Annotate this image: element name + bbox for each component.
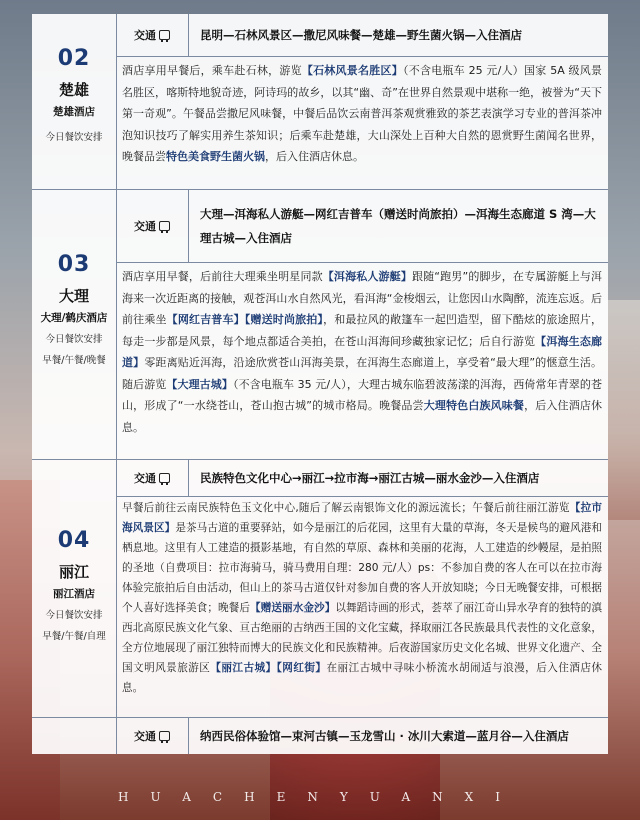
day-02-number: 02 (57, 46, 91, 71)
desc-highlight: 特色美食野生菌火锅 (166, 150, 265, 163)
day-03-city: 大理 (58, 287, 89, 305)
desc-highlight: 【洱海私人游艇】 (322, 270, 412, 283)
day-03-left-column (32, 190, 117, 460)
day-02-description (116, 60, 608, 168)
bus-icon (159, 473, 170, 483)
traffic-text: 交通 (134, 29, 156, 42)
day-04-route: 民族特色文化中心→丽江→拉市海→丽江古城—丽水金沙—入住酒店 (200, 471, 540, 485)
traffic-text: 交通 (134, 472, 156, 485)
day-03-traffic-label (116, 190, 189, 262)
day-03-meal: 早餐/午餐/晚餐 (42, 355, 106, 366)
day-04-meal-label: 今日餐饮安排 (45, 610, 103, 621)
day-02-traffic-row (116, 14, 608, 57)
desc-text: 在丽江古城中寻味小桥流水胡闹适与浪漫，后入住酒店休息。 (122, 662, 603, 694)
desc-text: 酒店享用早餐，后前往大理乘坐明星同款 (122, 270, 323, 283)
day-04-number: 04 (57, 528, 91, 553)
desc-text: 以舞蹈诗画的形式，荟萃了丽江奇山异水孕育的独特的滇西北高原民族文化气象、亘古绝丽的古纳西王国的文化宝藏，择取丽江各民族最具代表性的文化意象，全方位地展现了丽江独特而博大的民族文化和民族精神。后夜游国家历史文化名城、世界文化遗产、全国文明风景旅游区 (122, 602, 603, 674)
desc-text: ，后入住酒店休息。 (265, 150, 364, 163)
desc-text: 酒店享用早餐后，乘车赴石林，游览 (122, 64, 302, 77)
desc-highlight: 【拉市海风景区】 (122, 502, 602, 534)
day-02-city: 楚雄 (58, 81, 89, 99)
day-03-route: 大理—洱海私人游艇—网红吉普车（赠送时尚旅拍）—洱海生态廊道 S 湾—大理古城—入住酒店 (200, 207, 596, 245)
bus-icon (159, 221, 170, 231)
day-04-meal: 早餐/午餐/自理 (42, 631, 106, 642)
day-02-meal-label: 今日餐饮安排 (45, 132, 103, 143)
traffic-text: 交通 (134, 730, 156, 743)
day-04-traffic-label (116, 460, 189, 496)
day-05-left-column (32, 718, 117, 754)
traffic-text: 交通 (134, 220, 156, 233)
day-03-meal-label: 今日餐饮安排 (45, 334, 103, 345)
desc-highlight: 【洱海生态廊道】 (122, 334, 603, 369)
day-03-description (116, 266, 608, 438)
desc-highlight: 【丽江古城】【网红街】 (210, 662, 327, 674)
desc-text: ，和最拉风的敞篷车一起凹造型，留下酷炫的旅途照片，每走一步都是风景，每个地点都适合美拍，在苍山洱海间珍藏独家记忆；后自行游览 (122, 313, 603, 348)
desc-text: 零距离贴近洱海，沿途欣赏苍山洱海美景，在洱海生态廊道上，享受着“最大理”的惬意生活。随后游览 (122, 356, 602, 391)
day-04-traffic-row (116, 460, 608, 497)
desc-highlight: 【大理古城】 (166, 377, 233, 391)
day-02-left-column (32, 14, 117, 190)
desc-highlight: 【网红吉普车】【赠送时尚旅拍】 (166, 313, 324, 326)
desc-text: 是茶马古道的重要驿站，如今是丽江的后花园，这里有大量的草海，冬天是候鸟的避风港和栖息地。这里有人工建造的摄影基地，有自然的草原、森林和美丽的花海，人工建造的纱幔屋，是拍照的圣地（自费项目：拉市海骑马，骑马费用自理：280 元/人）ps：不参加自费的客人在可以在拉市海体验完旅拍后自由活动，但山上的茶马古道仅针对参加自费的客人开放知晓；今日无晚餐安排，可根据个人喜好选择美食；晚餐后 (122, 522, 602, 614)
day-03-section (32, 190, 608, 460)
day-05-section (32, 718, 608, 754)
day-04-description (116, 498, 608, 698)
day-03-traffic-row (116, 190, 608, 263)
day-03-number: 03 (57, 252, 91, 277)
footer-brand: HUACHENYUANXI (118, 790, 522, 804)
day-02-traffic-label (116, 14, 189, 56)
day-02-section (32, 14, 608, 190)
day-05-traffic-row (116, 718, 608, 754)
day-05-traffic-label (116, 718, 189, 754)
bus-icon (159, 30, 170, 40)
day-04-section (32, 460, 608, 718)
desc-highlight: 【赠送丽水金沙】 (250, 602, 336, 614)
day-04-city: 丽江 (58, 563, 89, 581)
desc-text: （不含电瓶车 25 元/人）国家 5A 级风景名胜区，喀斯特地貌奇迹，阿诗玛的故乡，以其“幽、奇”在世界自然景观中堪称一绝，被誉为“天下第一奇观”。午餐品尝撒尼风味餐，中餐后品饮云南普洱茶观赏雅致的茶艺表演学习专业的普洱茶冲泡知识技巧了解实用养生茶知识；后乘车赴楚雄，大山深处上百种大自然的恩赏野生菌闻名世界，晚餐品尝 (122, 64, 603, 163)
day-04-hotel: 丽江酒店 (53, 588, 95, 600)
day-03-hotel: 大理/鹤庆酒店 (40, 312, 108, 324)
day-02-route: 昆明—石林风景区—撒尼风味餐—楚雄—野生菌火锅—入住酒店 (200, 28, 522, 42)
desc-text: ，后入住酒店休息。 (122, 399, 603, 434)
day-05-route: 纳西民俗体验馆—束河古镇—玉龙雪山 · 冰川大索道—蓝月谷—入住酒店 (200, 729, 569, 743)
desc-text: （不含电瓶车 35 元/人），大理古城东临碧波荡漾的洱海，西倚常年青翠的苍山，形成了“一水绕苍山，苍山抱古城”的城市格局。晚餐品尝 (122, 377, 602, 412)
desc-text: 早餐后前往云南民族特色玉文化中心,随后了解云南银饰文化的源远流长；午餐后前往丽江游览 (122, 502, 570, 514)
day-04-left-column (32, 460, 117, 718)
desc-highlight: 【石林风景名胜区】 (301, 64, 403, 77)
itinerary-card (32, 14, 608, 754)
desc-highlight: 大理特色白族风味餐 (423, 399, 525, 412)
desc-text: 跟随“跑男”的脚步，在专属游艇上与洱海来一次近距离的接触，观苍洱山水自然风光，看洱海“金梭烟云，让您因山水陶醉，流连忘返。后前往乘坐 (122, 270, 603, 326)
day-02-hotel: 楚雄酒店 (53, 106, 95, 118)
bus-icon (159, 731, 170, 741)
